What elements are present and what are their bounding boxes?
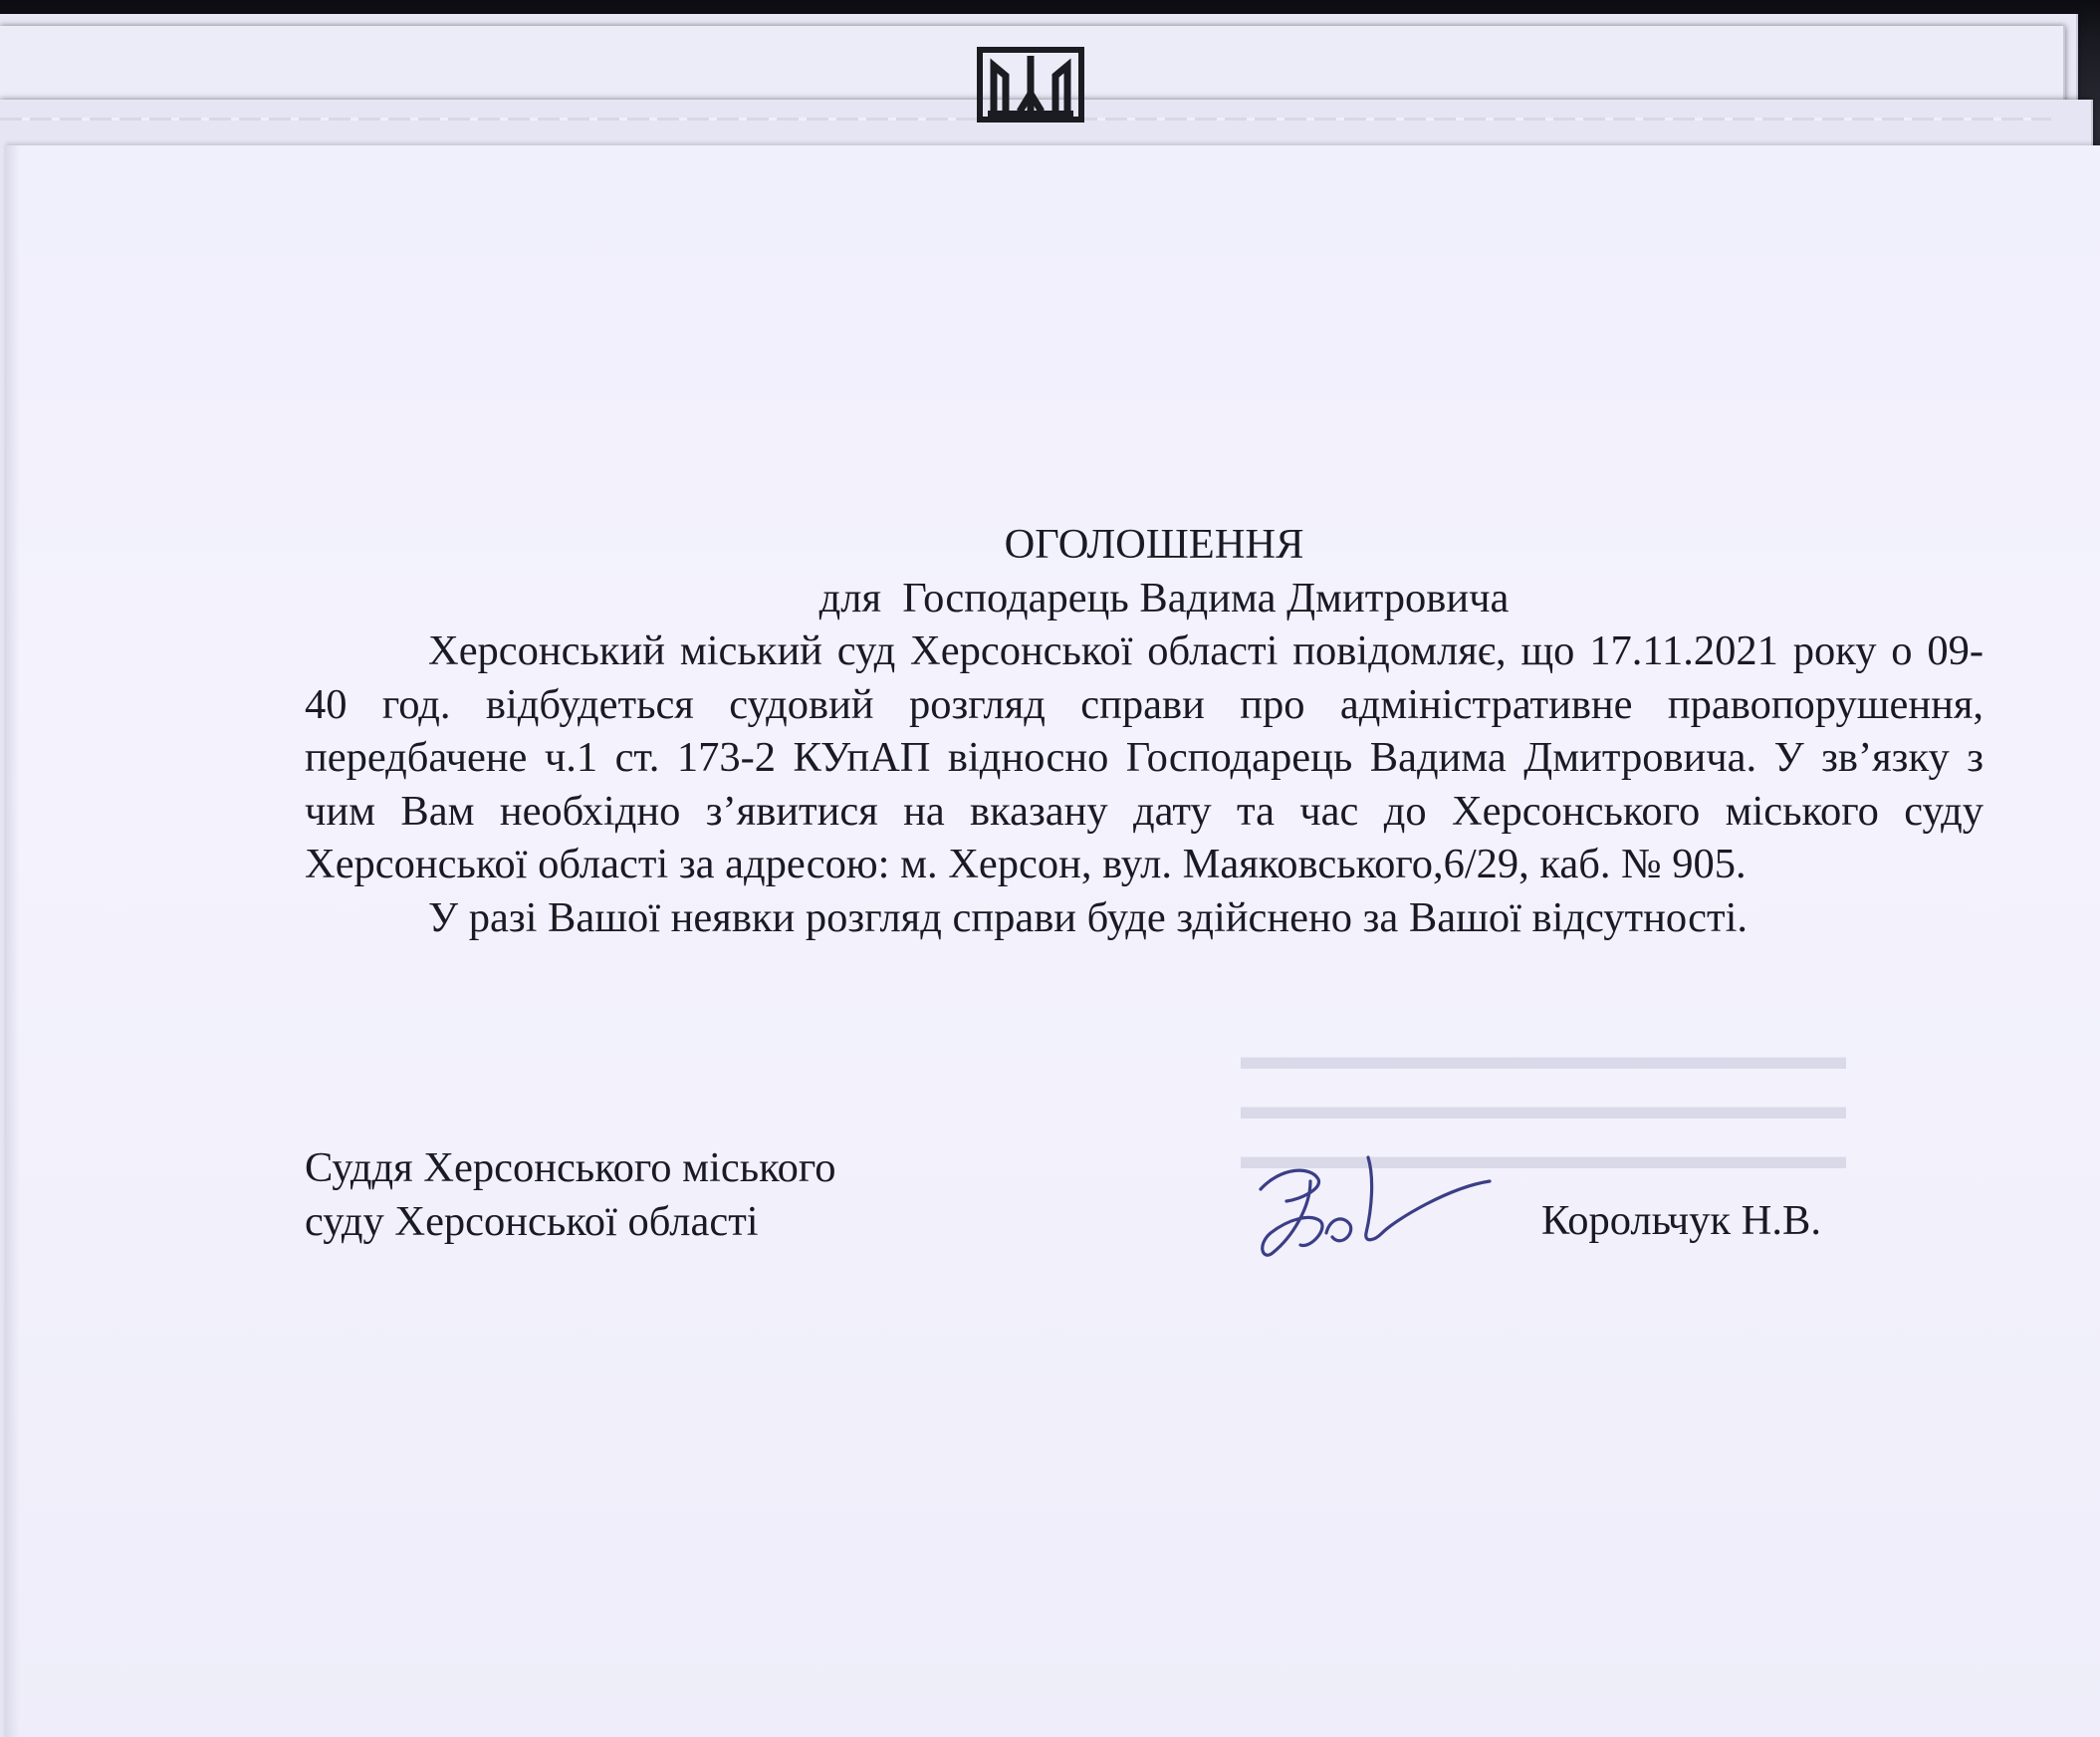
judge-position (305, 1141, 836, 1248)
signature-block (305, 1141, 1997, 1261)
notice-body (305, 518, 1983, 944)
judge-name: Корольчук Н.В. (1541, 1197, 1821, 1244)
trident-icon (976, 46, 1085, 124)
notice-recipient: для Господарець Вадима Дмитровича (818, 574, 1510, 621)
notice-title: ОГОЛОШЕННЯ (1004, 521, 1304, 568)
judge-position-line: суду Херсонської області (305, 1197, 759, 1245)
judge-position-line: Суддя Херсонського міського (305, 1144, 836, 1191)
notice-paragraph: У разі Вашої неявки розгляд справи буде здійснено за Вашої відсутності. (428, 893, 1749, 941)
notice-paragraph: Херсонський міський суд Херсонської області повідомляє, що 17.11.2021 року о 09-40 год. відбудеться судовий розгляд справи про адміністративне правопорушення, передбачене ч.1 ст. 173-2 КУпАП відносно Господарець Вадима Дмитровича. У зв’язку з чим Вам необхідно з’явитися на вказану дату та час до Херсонського міського суду Херсонської області за адресою: м. Херсон, вул. Маяковського,6/29, каб. № 905. (305, 627, 1983, 887)
show-through-text: ▬▬▬▬▬▬▬▬▬▬▬▬▬▬▬▬ ▬▬▬▬▬▬▬▬▬▬▬▬▬▬▬▬ ▬▬▬▬▬▬▬▬▬▬▬▬▬▬▬▬ (1241, 1036, 1846, 1177)
